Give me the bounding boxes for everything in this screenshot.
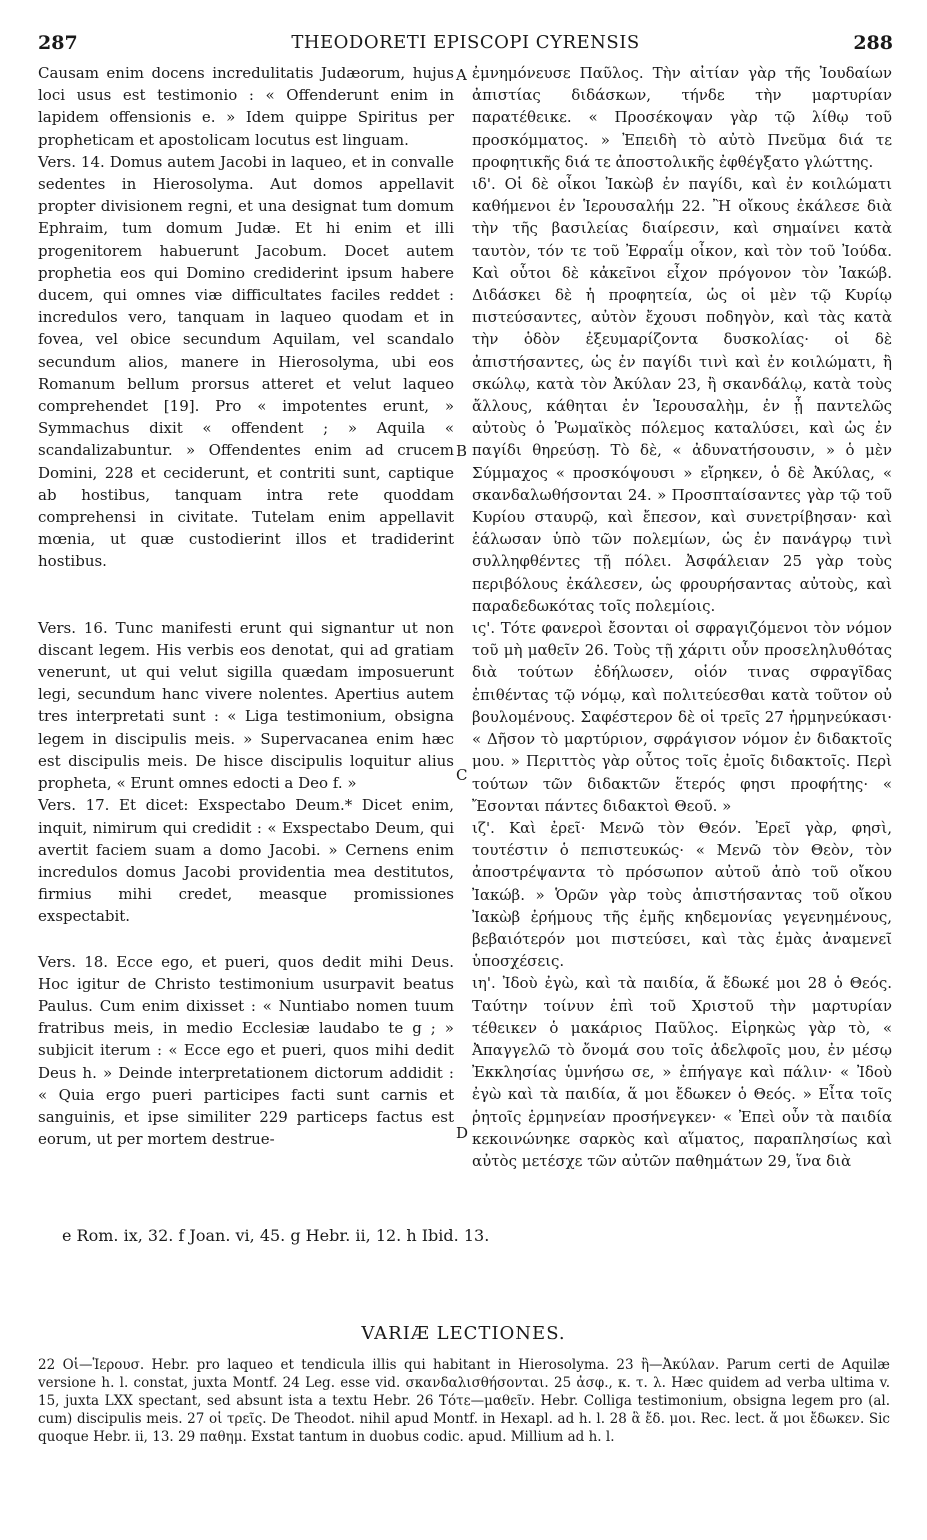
latin-paragraph-3: Vers. 16. Tunc manifesti erunt qui signantur ut non discant legem. His verbis eos denotat, qui ad gratiam venerunt, ut qui velut sigilla quædam imposuerunt legi, secundum hanc vivere nolentes. Apertius autem tres interpretati sunt : « Liga testimonium, obsigna legem in discipulis meis. » Supervacanea enim hæc est discipulis meis. De hisce discipulis loquitur alius propheta, « Erunt omnes edocti a Deo f. » <box>38 618 454 793</box>
margin-letter-b: B <box>456 442 468 460</box>
greek-paragraph-2: ιδ'. Οἱ δὲ οἶκοι Ἰακὼβ ἐν παγίδι, καὶ ἐν κοιλώματι καθήμενοι ἐν Ἱερουσαλήμ 22. Ἢ οἴκους ἐκάλεσε διὰ τὴν τῆς βασιλείας διαίρεσιν, καὶ σημαίνει κατὰ ταυτὸν, τόν τε τοῦ Ἐφραΐμ οἶκον, καὶ τὸν τοῦ Ἰούδα. Καὶ οὗτοι δὲ κἀκεῖνοι εἶχον πρόγονον τὸν Ἰακώβ. Διδάσκει δὲ ἡ προφητεία, ὡς οἱ μὲν τῷ Κυρίῳ πιστεύσαντες, αὐτὸν ἔχουσι ποδηγὸν, καὶ τὰς κατὰ τὴν ὁδὸν ἐξευμαρίζοντα δυσκολίας· οἱ δὲ ἀπιστήσαντες, ὡς ἐν παγίδι τινὶ καὶ ἐν κοιλώματι, ἢ σκώλῳ, κατὰ τὸν Ἀκύλαν 23, ἢ σκανδάλῳ, κατὰ τοὺς ἄλλους, κάθηται ἐν Ἱερουσαλὴμ, ἐν ᾗ παντελῶς αὐτοὺς ὁ Ῥωμαϊκὸς πόλεμος καταλύσει, καὶ ὡς ἐν παγίδι θηρεύσῃ. Τὸ δὲ, « ἀδυνατήσουσιν, » ὁ μὲν Σύμμαχος « προσκόψουσι » εἴρηκεν, ὁ δὲ Ἀκύλας, « σκανδαλωθήσονται 24. » Προσπταίσαντες γὰρ τῷ τοῦ Κυρίου σταυρῷ, καὶ ἔπεσον, καὶ συνετρίβησαν· καὶ ἑάλωσαν ὑπὸ τῶν πολεμίων, ὡς ἐν πανάγρῳ τινὶ συλληφθέντες τῇ πόλει. Ἀσφάλειαν 25 γὰρ τοὺς περιβόλους ἐκάλεσεν, ὡς φρουρήσαντας αὐτοὺς, καὶ παραδεδωκότας τοῖς πολεμίοις. <box>472 175 892 615</box>
variae-lectiones-title: VARIÆ LECTIONES. <box>361 1323 566 1344</box>
greek-paragraph-1: ἐμνημόνευσε Παῦλος. Τὴν αἰτίαν γὰρ τῆς Ἰουδαίων ἀπιστίας διδάσκων, τήνδε τὴν μαρτυρίαν παρατέθεικε. « Προσέκοψαν γὰρ τῷ λίθῳ τοῦ προσκόμματος. » Ἐπειδὴ τὸ αὐτὸ Πνεῦμα διά τε προφητικῆς διά τε ἀποστολικῆς ἐφθέγξατο γλώττης. <box>472 64 892 171</box>
greek-paragraph-5: ιη'. Ἰδοὺ ἐγὼ, καὶ τὰ παιδία, ἅ ἔδωκέ μοι 28 ὁ Θεός. Ταύτην τοίνυν ἐπὶ τοῦ Χριστοῦ τὴν μαρτυρίαν τέθεικεν ὁ μακάριος Παῦλος. Εἰρηκὼς γὰρ τὸ, « Ἀπαγγελῶ τὸ ὄνομά σου τοῖς ἀδελφοῖς μου, ἐν μέσῳ Ἐκκλησίας ὑμνήσω σε, » ἐπήγαγε καὶ πάλιν· « Ἰδοὺ ἐγὼ καὶ τὰ παιδία, ἅ μοι ἔδωκεν ὁ Θεός. » Εἶτα τοῖς ῥητοῖς ἑρμηνείαν προσήνεγκεν· « Ἐπεὶ οὖν τὰ παιδία κεκοινώνηκε σαρκὸς καὶ αἵματος, παραπλησίως καὶ αὐτὸς μετέσχε τῶν αὐτῶν παθημάτων 29, ἵνα διὰ <box>472 974 892 1170</box>
greek-paragraph-4: ιζ'. Καὶ ἐρεῖ· Μενῶ τὸν Θεόν. Ἐρεῖ γὰρ, φησὶ, τουτέστιν ὁ πεπιστευκώς· « Μενῶ τὸν Θεὸν, τὸν ἀποστρέψαντα τὸ πρόσωπον αὐτοῦ ἀπὸ τοῦ οἴκου Ἰακώβ. » Ὁρῶν γὰρ τοὺς ἀπιστήσαντας τοῦ οἴκου Ἰακὼβ ἐρήμους τῆς ἐμῆς κηδεμονίας γεγενημένους, βεβαιότερόν μοι πιστεύσει, καὶ τὰς ἐμὰς ἀναμενεῖ ὑποσχέσεις. <box>472 818 892 971</box>
variae-lectiones-text: 22 Οἱ—Ἱερουσ. Hebr. pro laqueo et tendicula illis qui habitant in Hierosolyma. 23 ἢ—Ἀκύλαν. Parum certi de Aquilæ versione h. l. constat, juxta Montf. 24 Leg. esse vid. σκανδαλισθήσονται. 25 ἀσφ., κ. τ. λ. Hæc quidem ad verba ultima v. 15, juxta LXX spectant, sed absunt ista a textu Hebr. 26 Τότε—μαθεῖν. Hebr. Colliga testimonium, obsigna legem pro (al. cum) discipulis meis. 27 οἱ τρεῖς. De Theodot. nihil apud Montf. in Hexapl. ad h. l. 28 ἃ ἔδ. μοι. Rec. lect. ἅ μοι ἔδωκεν. Sic quoque Hebr. ii, 13. 29 παθημ. Exstat tantum in duobus codic. apud. Millium ad h. l. <box>38 1357 890 1445</box>
page-header <box>38 30 893 58</box>
latin-paragraph-4: Vers. 17. Et dicet: Exspectabo Deum.* Dicet enim, inquit, nimirum qui credidit : « Exspectabo Deum, qui avertit faciem suam a domo Jacobi. » Cernens enim incredulos domus Jacobi providentia mea destitutos, firmius mihi credet, measque promissiones exspectabit. <box>38 796 454 926</box>
latin-paragraph-5: Vers. 18. Ecce ego, et pueri, quos dedit mihi Deus. Hoc igitur de Christo testimonium usurpavit beatus Paulus. Cum enim dixisset : « Nuntiabo nomen tuum fratribus meis, in medio Ecclesiæ laudabo te g ; » subjicit iterum : « Ecce ego et pueri, quos mihi dedit Deus h. » Deinde interpretationem dictorum addidit : « Quia ergo pueri participes facti sunt carnis et sanguinis, et ipse similiter 229 particeps factus est eorum, ut per mortem destrue- <box>38 952 454 1149</box>
greek-paragraph-3: ις'. Τότε φανεροὶ ἔσονται οἱ σφραγιζόμενοι τὸν νόμον τοῦ μὴ μαθεῖν 26. Τοὺς τῇ χάριτι οὖν προσεληλυθότας διὰ τούτων ἐδήλωσεν, οἱόν τινας σφραγῖδας ἐπιθέντας τῷ νόμῳ, καὶ πολιτεύεσθαι κατὰ τοῦτον οὐ βουλομένους. Σαφέστερον δὲ οἱ τρεῖς 27 ἡρμηνεύκασι· « Δῆσον τὸ μαρτύριον, σφράγισον νόμον ἐν διδακτοῖς μου. » Περιττὸς γὰρ οὗτος τοῖς ἐμοῖς διδακτοῖς. Περὶ τούτων τῶν διδακτῶν ἕτερός φησι προφήτης· « Ἔσονται πάντες διδακτοὶ Θεοῦ. » <box>472 619 892 815</box>
margin-letter-c: C <box>456 766 468 784</box>
latin-paragraph-1: Causam enim docens incredulitatis Judæorum, hujus loci usus est testimonio : « Offenderunt enim in lapidem offensionis e. » Idem quippe Spiritus per propheticam et apostolicam locutus est linguam. <box>38 64 454 149</box>
footnotes: e Rom. ix, 32. f Joan. vi, 45. g Hebr. ii, 12. h Ibid. 13. <box>62 1226 490 1245</box>
greek-column <box>472 62 892 1172</box>
running-title: THEODORETI EPISCOPI CYRENSIS <box>291 32 640 53</box>
page-number-right: 288 <box>853 32 893 54</box>
page-number-left: 287 <box>38 32 78 54</box>
margin-letter-d: D <box>456 1124 469 1142</box>
latin-column <box>38 62 454 1150</box>
latin-paragraph-2: Vers. 14. Domus autem Jacobi in laqueo, et in convalle sedentes in Hierosolyma. Aut domos appellavit propter divisionem regni, et una designat tum domum Ephraim, tum domum Judæ. Et hi enim et illi progenitorem habuerunt Jacobum. Docet autem prophetia eos qui Domino crediderint ipsum habere ducem, qui omnes viæ difficultates faciles reddet : incredulos vero, tanquam in laqueo quodam et in fovea, vel obice secundum Aquilam, vel scandalo secundum alios, manere in Hierosolyma, ubi eos Romanum bellum prorsus atteret et velut laqueo comprehendet [19]. Pro « impotentes erunt, » Symmachus dixit « offendent ; » Aquila « scandalizabuntur. » Offendentes enim ad crucem Domini, 228 et ceciderunt, et contriti sunt, captique ab hostibus, tanquam intra rete quoddam comprehensi in civitate. Tutelam enim appellavit mœnia, ut quæ custodierint illos et tradiderint hostibus. <box>38 152 454 571</box>
margin-letter-a: A <box>456 66 467 84</box>
